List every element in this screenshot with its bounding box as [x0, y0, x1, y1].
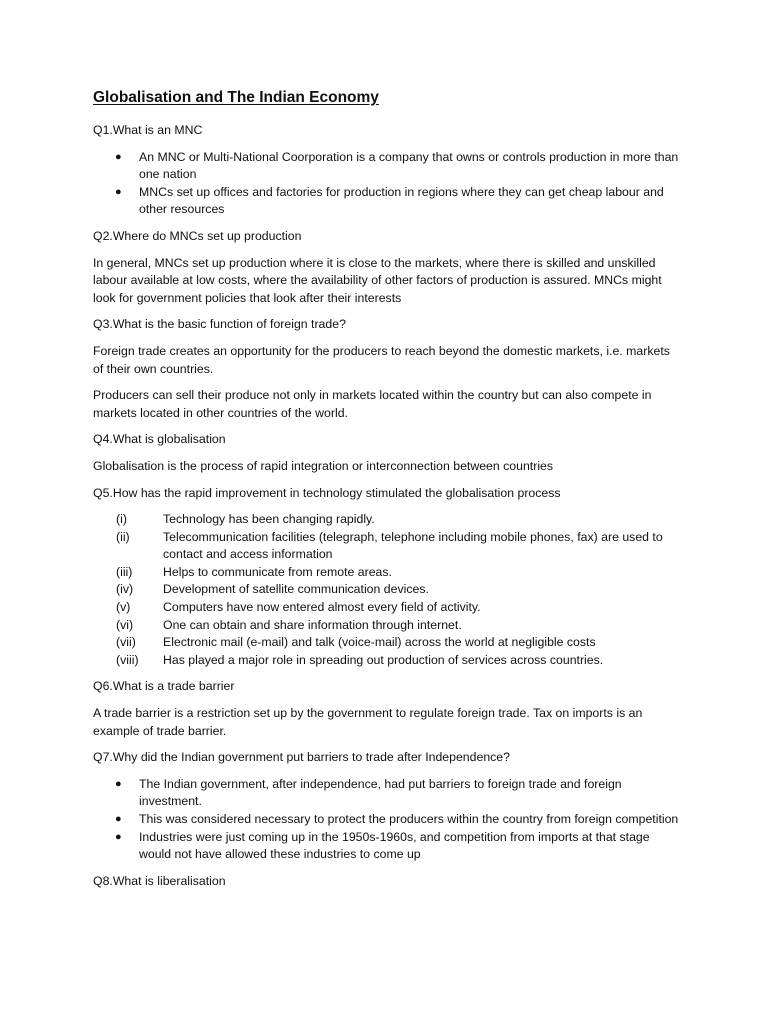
list-item: [93, 634, 683, 652]
list-item: [93, 184, 683, 219]
list-item-text: MNCs set up offices and factories for production in regions where they can get cheap labour and other resources: [139, 184, 664, 217]
answer-3-paragraph: Foreign trade creates an opportunity for the producers to reach beyond the domestic markets, i.e. markets of their own countries.: [93, 343, 670, 376]
question-1: Q1.What is an MNC: [93, 123, 203, 137]
answer-6: A trade barrier is a restriction set up by the government to regulate foreign trade. Tax on imports is an example of trade barrier.: [93, 706, 643, 738]
list-item: [93, 529, 683, 564]
list-number: (iii): [116, 564, 133, 579]
bullet-icon: ●: [115, 185, 122, 198]
list-number: (ii): [116, 529, 130, 544]
list-item: [93, 564, 683, 582]
list-item: [93, 811, 683, 829]
list-item-text: Industries were just coming up in the 1950s-1960s, and competition from imports at that stage would not have allowed these industries to come up: [139, 829, 650, 862]
list-number: (v): [116, 600, 131, 615]
list-number: (vi): [116, 617, 134, 632]
list-item-text: Telecommunication facilities (telegraph, telephone including mobile phones, fax) are used to contact and access information: [163, 529, 663, 562]
list-item: [93, 511, 683, 529]
q7-bullet-list: [93, 776, 683, 864]
list-item: [93, 652, 683, 670]
question-3: Q3.What is the basic function of foreign trade?: [93, 317, 346, 332]
question-8: Q8.What is liberalisation: [93, 873, 226, 888]
list-number: (iv): [116, 582, 134, 597]
list-item-text: Has played a major role in spreading out production of services across countries.: [163, 652, 604, 667]
list-item: [93, 829, 683, 864]
list-item: [93, 149, 683, 184]
question-4: Q4.What is globalisation: [93, 432, 226, 447]
list-item: [93, 617, 683, 635]
list-number: (vii): [116, 635, 136, 650]
bullet-icon: ●: [115, 813, 122, 825]
question-2: Q2.Where do MNCs set up production: [93, 228, 302, 243]
document-page: [93, 88, 683, 899]
bullet-icon: ●: [115, 830, 122, 843]
list-item-text: One can obtain and share information through internet.: [163, 617, 462, 632]
bullet-icon: ●: [115, 150, 122, 163]
list-item-text: Helps to communicate from remote areas.: [163, 564, 392, 579]
list-item-text: Development of satellite communication devices.: [163, 582, 429, 597]
question-6: Q6.What is a trade barrier: [93, 679, 235, 694]
list-item-text: An MNC or Multi-National Coorporation is a company that owns or controls production in more than one nation: [139, 149, 679, 182]
question-7: Q7.Why did the Indian government put barriers to trade after Independence?: [93, 750, 510, 765]
list-item: [93, 599, 683, 617]
answer-4: Globalisation is the process of rapid integration or interconnection between countries: [93, 458, 554, 473]
list-item-text: Computers have now entered almost every field of activity.: [163, 600, 481, 615]
page-title: Globalisation and The Indian Economy: [93, 89, 379, 106]
list-item-text: Technology has been changing rapidly.: [163, 512, 375, 527]
list-item: [93, 776, 683, 811]
answer-2: In general, MNCs set up production where it is close to the markets, where there is skilled and unskilled labour available at low costs, where the availability of other factors of production is assured. MNCs might look for government policies that look after their interests: [93, 255, 662, 305]
q1-bullet-list: [93, 149, 683, 219]
list-item-text: This was considered necessary to protect the producers within the country from foreign competition: [139, 812, 679, 826]
list-number: (viii): [116, 652, 139, 667]
answer-3-paragraph: Producers can sell their produce not only in markets located within the country but can also compete in markets located in other countries of the world.: [93, 388, 652, 420]
q5-numbered-list: [93, 511, 683, 669]
list-item-text: The Indian government, after independence, had put barriers to foreign trade and foreign investment.: [139, 776, 622, 809]
list-item-text: Electronic mail (e-mail) and talk (voice-mail) across the world at negligible costs: [163, 635, 596, 650]
question-5: Q5.How has the rapid improvement in technology stimulated the globalisation process: [93, 485, 561, 500]
list-number: (i): [116, 512, 127, 527]
list-item: [93, 581, 683, 599]
bullet-icon: ●: [115, 777, 122, 790]
